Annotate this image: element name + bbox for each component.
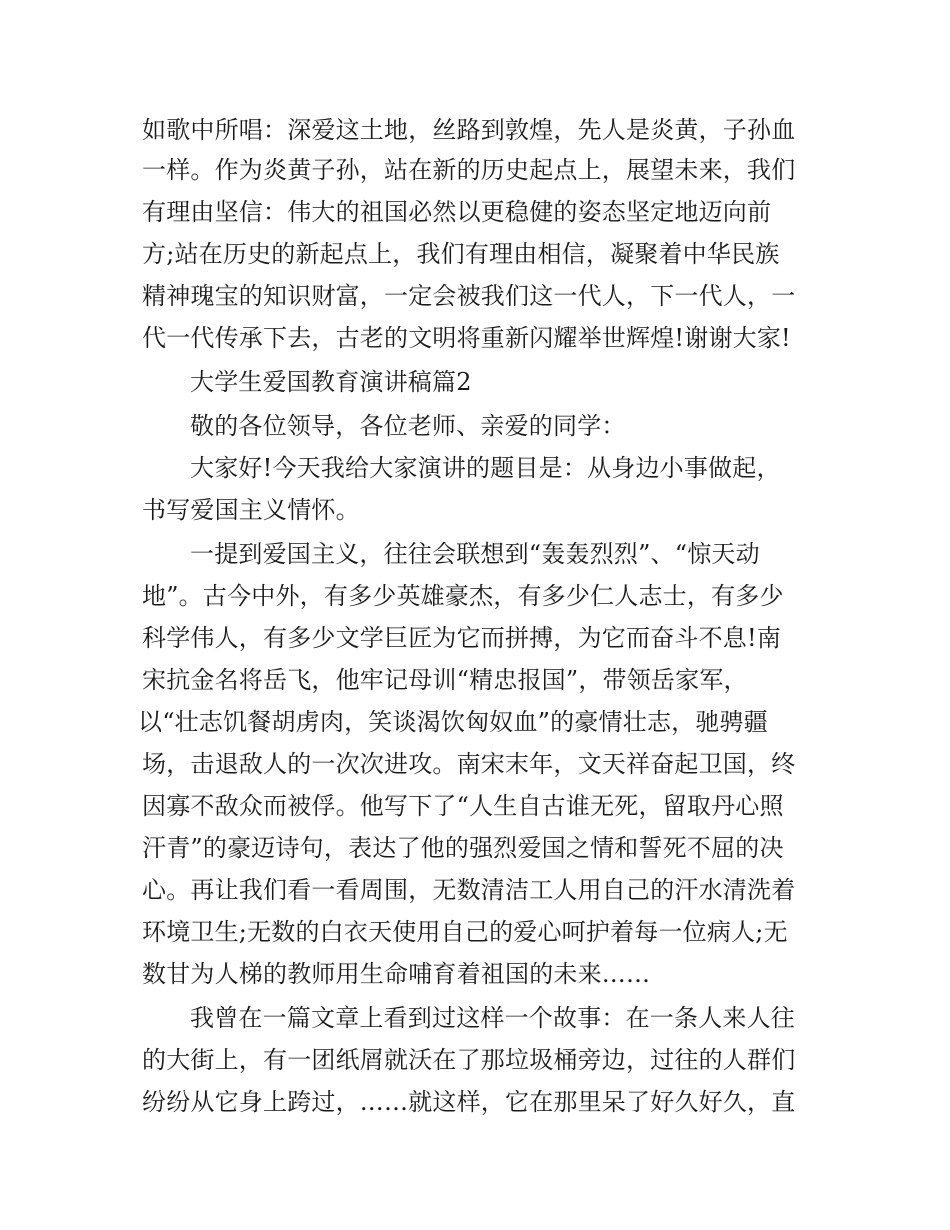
text-line: 我曾在一篇文章上看到过这样一个故事：在一条人来人往 xyxy=(190,1004,795,1032)
section-heading: 大学生爱国教育演讲稿篇2 xyxy=(190,368,472,396)
text-line: 精神瑰宝的知识财富，一定会被我们这一代人，下一代人，一 xyxy=(142,282,796,310)
text-line: 大家好!今天我给大家演讲的题目是：从身边小事做起， xyxy=(190,454,781,482)
text-line: 的大街上，有一团纸屑就沃在了那垃圾桶旁边，过往的人群们 xyxy=(142,1046,796,1074)
text-line: 因寡不敌众而被俘。他写下了“人生自古谁无死，留取丹心照 xyxy=(142,792,784,820)
salutation-line: 敬的各位领导，各位老师、亲爱的同学： xyxy=(190,412,626,440)
text-line: 纷纷从它身上跨过，……就这样，它在那里呆了好久好久，直 xyxy=(142,1088,796,1116)
text-line: 一样。作为炎黄子孙，站在新的历史起点上，展望未来，我们 xyxy=(142,156,796,184)
text-line: 环境卫生;无数的白衣天使用自己的爱心呵护着每一位病人;无 xyxy=(142,918,788,946)
text-line: 科学伟人，有多少文学巨匠为它而拼搏，为它而奋斗不息!南 xyxy=(142,624,782,652)
text-line: 场，击退敌人的一次次进攻。南宋末年，文天祥奋起卫国，终 xyxy=(142,750,796,778)
text-line: 心。再让我们看一看周围，无数清洁工人用自己的汗水清洗着 xyxy=(142,876,796,904)
text-line: 有理由坚信：伟大的祖国必然以更稳健的姿态坚定地迈向前 xyxy=(142,198,772,226)
text-line: 数甘为人梯的教师用生命哺育着祖国的未来…… xyxy=(142,960,651,988)
text-line: 代一代传承下去，古老的文明将重新闪耀举世辉煌!谢谢大家! xyxy=(142,324,791,352)
text-line: 如歌中所唱：深爱这土地，丝路到敦煌，先人是炎黄，子孙血 xyxy=(142,116,796,144)
text-line: 宋抗金名将岳飞，他牢记母训“精忠报国”，带领岳家军， xyxy=(142,666,748,694)
text-line: 方;站在历史的新起点上，我们有理由相信，凝聚着中华民族 xyxy=(142,240,780,268)
text-line: 地”。古今中外，有多少英雄豪杰，有多少仁人志士，有多少 xyxy=(142,582,784,610)
text-line: 一提到爱国主义，往往会联想到“轰轰烈烈”、“惊天动 xyxy=(190,540,760,568)
text-line: 书写爱国主义情怀。 xyxy=(142,496,360,524)
text-line: 以“壮志饥餐胡虏肉，笑谈渴饮匈奴血”的豪情壮志，驰骋疆 xyxy=(138,708,768,736)
text-line: 汗青”的豪迈诗句，表达了他的强烈爱国之情和誓死不屈的决 xyxy=(142,834,784,862)
